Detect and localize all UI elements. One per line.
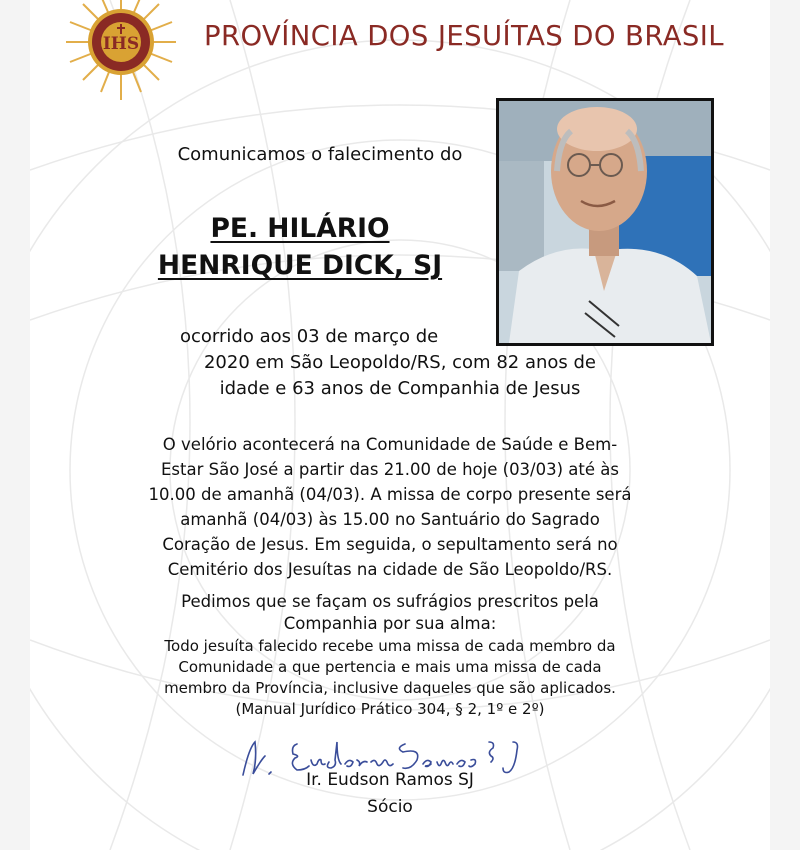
jesuit-seal-logo: [56, 0, 186, 100]
portrait-image: [499, 101, 711, 343]
seal-letters: IHS: [102, 34, 140, 54]
signature-text: Ir. Eudson Ramos SJ: [235, 730, 245, 731]
portrait-photo: [496, 98, 714, 346]
signer-role: Sócio: [367, 797, 413, 817]
death-details: [150, 350, 650, 402]
suffrage-note-line: Comunidade a que pertencia e mais uma missa de cada: [178, 658, 602, 676]
wake-and-funeral-paragraph: [140, 432, 640, 582]
wake-line: Coração de Jesus. Em seguida, o sepultamento será no: [162, 535, 618, 554]
suffrage-note-line: Todo jesuíta falecido recebe uma missa de cada membro da: [164, 637, 616, 655]
wake-line: Estar São José a partir das 21.00 de hoje (03/03) até às: [161, 460, 619, 479]
prayer-request-line: Companhia por sua alma:: [283, 614, 497, 633]
death-details-line2: 2020 em São Leopoldo/RS, com 82 anos de: [203, 352, 596, 373]
suffrage-note: [140, 636, 640, 720]
prayer-request-line: Pedimos que se façam os sufrágios prescritos pela: [181, 592, 599, 611]
wake-line: amanhã (04/03) às 15.00 no Santuário do Sagrado: [180, 510, 600, 529]
prayer-request: [170, 591, 610, 635]
suffrage-note-line: membro da Província, inclusive daqueles que são aplicados.: [164, 679, 616, 697]
organization-title: PROVÍNCIA DOS JESUÍTAS DO BRASIL: [204, 20, 725, 52]
deceased-name-line2: HENRIQUE DICK, SJ: [157, 250, 443, 281]
death-details-line3: idade e 63 anos de Companhia de Jesus: [219, 378, 581, 399]
signer-name: Ir. Eudson Ramos SJ: [306, 770, 474, 790]
announcement-intro: Comunicamos o falecimento do: [177, 144, 463, 165]
obituary-page: [30, 0, 770, 850]
wake-line: Cemitério dos Jesuítas na cidade de São Leopoldo/RS.: [167, 560, 613, 579]
wake-line: 10.00 de amanhã (04/03). A missa de corpo presente será: [148, 485, 632, 504]
deceased-name: [110, 210, 490, 284]
deceased-name-line1: PE. HILÁRIO: [210, 213, 390, 244]
death-date-line1: ocorrido aos 03 de março de: [180, 326, 439, 347]
suffrage-note-line: (Manual Jurídico Prático 304, § 2, 1º e 2º): [235, 700, 545, 718]
wake-line: O velório acontecerá na Comunidade de Saúde e Bem-: [162, 435, 618, 454]
